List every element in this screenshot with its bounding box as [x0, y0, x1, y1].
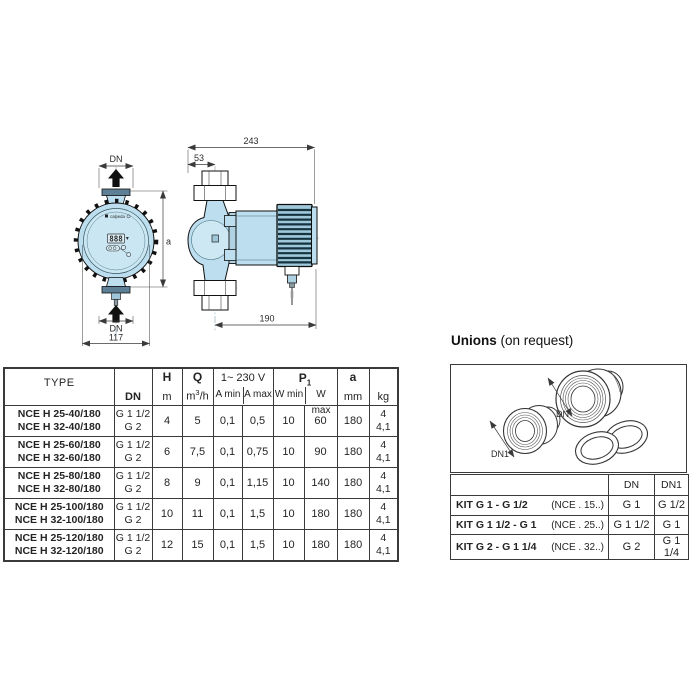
amp-min: 0,1 — [213, 406, 242, 437]
kit-note: (NCE . 15..) — [551, 500, 604, 512]
kit-name: KIT G 2 - G 1 1/4 — [456, 541, 537, 553]
bottom-flange — [102, 287, 130, 294]
kit-dn: G 1 — [609, 496, 655, 516]
header-dn: DN — [114, 368, 152, 406]
kit-dn1: G 1 — [655, 515, 689, 535]
type-name: NCE H 32-80/180 — [17, 483, 101, 495]
flow-value: 9 — [182, 468, 213, 499]
depth-dim-label: 190 — [259, 313, 275, 324]
top-flange — [102, 189, 130, 196]
spec-row: NCE H 25-100/180 NCE H 32-100/180 G 1 1/2 G 2 10 11 0,1 1,5 10 180 180 4 4,1 — [4, 499, 398, 530]
amp-min: 0,1 — [213, 437, 242, 468]
unions-header-empty — [451, 475, 609, 496]
flange-bolt — [225, 250, 237, 261]
header-flow: Q $m^3/h$ — [182, 368, 213, 406]
header-type: TYPE — [4, 368, 114, 406]
kit-dn1: G 1 1/4 — [655, 535, 689, 560]
height-dim-label: a — [166, 236, 172, 247]
header-voltage-group: 1~ 230 V A min A max — [213, 368, 273, 406]
unions-title-note: (on request) — [500, 333, 574, 348]
flow-value: 7,5 — [182, 437, 213, 468]
type-name: NCE H 32-40/180 — [17, 421, 101, 433]
flow-value: 11 — [182, 499, 213, 530]
watt-max: 140 — [304, 468, 337, 499]
spec-row: NCE H 25-80/180 NCE H 32-80/180 G 1 1/2 G 2 8 9 0,1 1,15 10 140 180 4 4,1 — [4, 468, 398, 499]
watt-max: 180 — [304, 499, 337, 530]
union-kit-row — [451, 515, 689, 535]
spec-row: NCE H 25-40/180 NCE H 32-40/180 G 1 1/2 G 2 4 5 0,1 0,5 10 60 180 4 4,1 — [4, 406, 398, 437]
dn1-dim-label: DN1 — [490, 449, 509, 459]
flow-value: 5 — [182, 406, 213, 437]
watt-max: 60 — [304, 406, 337, 437]
top-union-nut — [194, 186, 236, 201]
head-value: 10 — [152, 499, 182, 530]
shaft-stub — [112, 293, 121, 300]
amp-min: 0,1 — [213, 499, 242, 530]
specs-header-row — [4, 368, 398, 406]
kit-dn: G 2 — [609, 535, 655, 560]
dim-a-value: 180 — [337, 406, 369, 437]
watt-min: 10 — [273, 499, 304, 530]
terminal-box — [285, 267, 299, 276]
dim-a-value: 180 — [337, 530, 369, 561]
watt-min: 10 — [273, 530, 304, 561]
fin-end-cap — [312, 207, 318, 264]
unions-header-row — [451, 475, 689, 496]
bottom-union-male-hex — [202, 296, 228, 311]
width-dim-label: 117 — [108, 332, 124, 343]
display-value: 888 — [109, 234, 123, 244]
amp-max: 1,5 — [242, 499, 273, 530]
dim-a-value: 180 — [337, 437, 369, 468]
type-name: NCE H 25-60/180 — [17, 439, 101, 451]
watt-min: 10 — [273, 437, 304, 468]
button-icon — [127, 253, 131, 257]
spec-row: NCE H 25-120/180 NCE H 32-120/180 G 1 1/2 G 2 12 15 0,1 1,5 10 180 180 4 4,1 — [4, 530, 398, 561]
flange-bolt — [225, 216, 237, 227]
watt-max: 90 — [304, 437, 337, 468]
head-value: 8 — [152, 468, 182, 499]
unions-section-title — [451, 333, 573, 348]
type-name: NCE H 25-80/180 — [17, 470, 101, 482]
button-icon — [121, 245, 125, 249]
motor-body — [236, 211, 277, 265]
brand-text: calpeda — [110, 214, 125, 219]
pump-specs-table — [3, 367, 399, 562]
flow-arrow-icon — [108, 169, 124, 187]
unions-header-dn: DN — [609, 475, 655, 496]
dn-dim-label: DN — [556, 409, 569, 419]
type-name: NCE H 32-60/180 — [17, 452, 101, 464]
amp-max: 1,5 — [242, 530, 273, 561]
amp-min: 0,1 — [213, 468, 242, 499]
dim-a-value: 180 — [337, 499, 369, 530]
watt-min: 10 — [273, 406, 304, 437]
type-name: NCE H 25-120/180 — [14, 531, 104, 544]
amp-max: 1,15 — [242, 468, 273, 499]
kit-dn: G 1 1/2 — [609, 515, 655, 535]
pump-front-view-drawing — [75, 150, 180, 350]
type-name: NCE H 25-100/180 — [14, 501, 104, 513]
brand-logo-icon — [105, 215, 108, 218]
watt-max: 180 — [304, 530, 337, 561]
cable-gland — [288, 275, 297, 283]
bottom-union-nut — [194, 281, 236, 296]
unions-header-dn1: DN1 — [655, 475, 689, 496]
gland-nut — [290, 283, 295, 288]
top-union-male-hex — [202, 171, 228, 186]
union-kit-row — [451, 496, 689, 516]
head-value: 6 — [152, 437, 182, 468]
amp-max: 0,75 — [242, 437, 273, 468]
type-name: NCE H 32-100/180 — [14, 514, 104, 526]
port-offset-label: 53 — [193, 153, 205, 163]
union-fitting-small — [504, 406, 561, 454]
kit-dn1: G 1/2 — [655, 496, 689, 516]
unions-title-text: Unions — [451, 333, 497, 348]
amp-max: 0,5 — [242, 406, 273, 437]
kit-name: KIT G 1 1/2 - G 1 — [456, 518, 537, 531]
flow-arrow-icon — [108, 305, 124, 323]
shaft-pin — [114, 300, 118, 306]
kit-note: (NCE . 25..) — [551, 519, 604, 531]
total-length-label: 243 — [243, 136, 259, 146]
header-dim-a: a mm — [337, 368, 369, 406]
head-value: 12 — [152, 530, 182, 561]
header-head: H m — [152, 368, 182, 406]
head-value: 4 — [152, 406, 182, 437]
union-kit-row — [451, 535, 689, 560]
header-weight: kg — [369, 368, 398, 406]
bottom-neck — [107, 278, 126, 287]
cable-sleeve — [291, 291, 294, 298]
type-name: NCE H 25-40/180 — [17, 408, 101, 420]
watt-min: 10 — [273, 468, 304, 499]
flow-value: 15 — [182, 530, 213, 561]
spec-row: NCE H 25-60/180 NCE H 32-60/180 G 1 1/2 G 2 6 7,5 0,1 0,75 10 90 180 4 4,1 — [4, 437, 398, 468]
pump-side-view-drawing — [185, 133, 325, 338]
type-name: NCE H 32-120/180 — [14, 544, 104, 557]
unions-drawing — [451, 365, 686, 472]
unions-drawing-box — [450, 364, 687, 473]
kit-name: KIT G 1 - G 1/2 — [456, 499, 528, 512]
dim-a-value: 180 — [337, 468, 369, 499]
header-power-group: $P_1$ W min W max — [273, 368, 337, 406]
dn-bottom-label: DN — [109, 323, 123, 334]
kit-note: (NCE . 32..) — [551, 542, 604, 553]
dn-top-label: DN — [109, 154, 123, 164]
bleed-screw — [212, 235, 219, 242]
unions-kit-table — [450, 474, 689, 560]
amp-min: 0,1 — [213, 530, 242, 561]
